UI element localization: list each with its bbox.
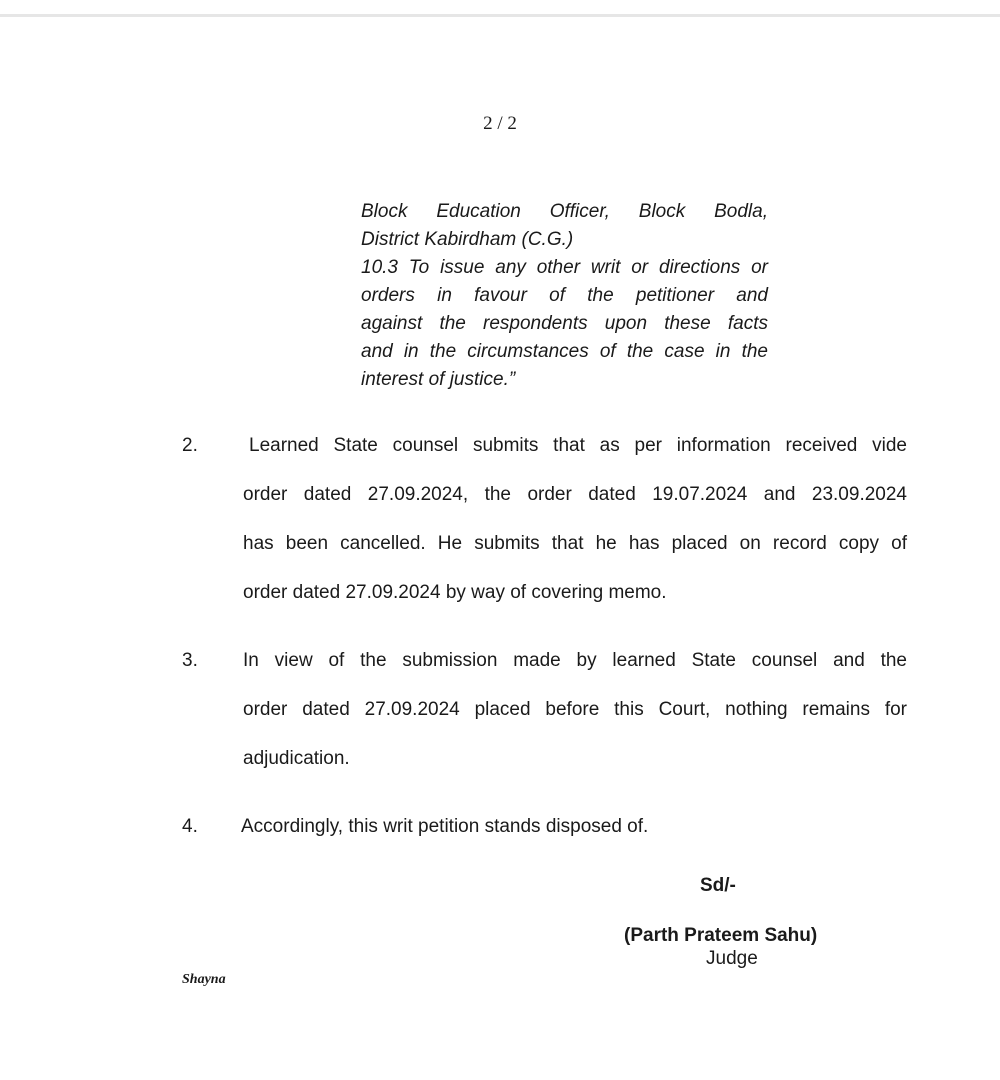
paragraph-line: In view of the submission made by learned State counsel and the: [243, 650, 907, 671]
quote-line: District Kabirdham (C.G.): [361, 229, 574, 250]
quote-line: against the respondents upon these facts: [361, 313, 768, 334]
page-top-edge: [0, 14, 1000, 17]
clerk-initials: Shayna: [182, 972, 226, 987]
judge-title: Judge: [706, 948, 758, 969]
page-number: 2 / 2: [483, 113, 517, 134]
paragraph-line: order dated 27.09.2024 by way of covering memo.: [243, 582, 667, 603]
paragraph-number: 2.: [182, 435, 198, 456]
paragraph-number: 3.: [182, 650, 198, 671]
paragraph-line: has been cancelled. He submits that he has placed on record copy of: [243, 533, 907, 554]
paragraph-line: order dated 27.09.2024, the order dated 19.07.2024 and 23.09.2024: [243, 484, 907, 505]
paragraph-number: 4.: [182, 816, 198, 837]
paragraph-line: Accordingly, this writ petition stands disposed of.: [241, 816, 649, 837]
paragraph-line: Learned State counsel submits that as per information received vide: [249, 435, 907, 456]
signed-mark: Sd/-: [700, 875, 736, 896]
quote-line: 10.3 To issue any other writ or directions or: [361, 257, 768, 278]
quote-line: Block Education Officer, Block Bodla,: [361, 201, 768, 222]
quote-line: interest of justice.”: [361, 369, 516, 390]
paragraph-line: adjudication.: [243, 748, 350, 769]
quote-line: and in the circumstances of the case in the: [361, 341, 768, 362]
quote-line: orders in favour of the petitioner and: [361, 285, 768, 306]
paragraph-line: order dated 27.09.2024 placed before this Court, nothing remains for: [243, 699, 907, 720]
judge-name: (Parth Prateem Sahu): [624, 925, 818, 946]
